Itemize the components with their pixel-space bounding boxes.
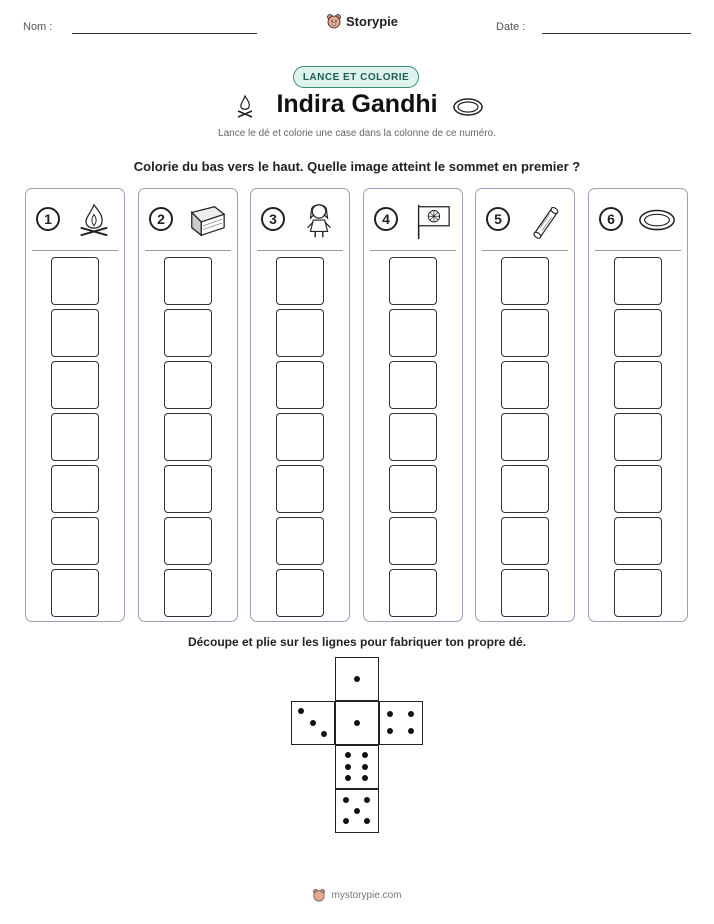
name-line[interactable] xyxy=(72,33,257,34)
color-cell[interactable] xyxy=(389,517,437,565)
dice-pip xyxy=(354,808,360,814)
dice-pip xyxy=(310,720,316,726)
color-cell[interactable] xyxy=(51,309,99,357)
color-cell[interactable] xyxy=(501,413,549,461)
dice-pip xyxy=(364,797,370,803)
color-cell[interactable] xyxy=(276,257,324,305)
column-divider xyxy=(32,250,118,251)
girl-doll-icon xyxy=(297,201,341,241)
column-number: 2 xyxy=(149,207,173,231)
campfire-icon xyxy=(72,201,116,241)
book-icon xyxy=(185,201,229,241)
title-campfire-icon xyxy=(235,93,255,119)
date-line[interactable] xyxy=(542,33,691,34)
color-cell[interactable] xyxy=(164,257,212,305)
color-cell[interactable] xyxy=(614,257,662,305)
color-cell[interactable] xyxy=(501,517,549,565)
dice-pip xyxy=(354,720,360,726)
color-cell[interactable] xyxy=(51,569,99,617)
color-cell[interactable] xyxy=(501,361,549,409)
column-1 xyxy=(25,188,125,622)
dice-face xyxy=(335,789,379,833)
column-divider xyxy=(145,250,231,251)
color-cell[interactable] xyxy=(389,465,437,513)
ring-icon xyxy=(635,201,679,241)
color-cell[interactable] xyxy=(276,465,324,513)
color-cell[interactable] xyxy=(501,309,549,357)
dice-pip xyxy=(408,711,414,717)
column-number: 4 xyxy=(374,207,398,231)
dice-pip xyxy=(345,764,351,770)
color-cell[interactable] xyxy=(276,517,324,565)
color-cell[interactable] xyxy=(614,309,662,357)
column-6 xyxy=(588,188,688,622)
footer xyxy=(0,888,714,902)
color-cell[interactable] xyxy=(501,569,549,617)
dice-pip xyxy=(343,797,349,803)
color-cell[interactable] xyxy=(389,569,437,617)
date-label: Date : xyxy=(496,21,526,33)
color-cell[interactable] xyxy=(501,465,549,513)
brand-logo xyxy=(326,13,398,29)
dice-face xyxy=(379,701,423,745)
dice-pip xyxy=(362,764,368,770)
column-divider xyxy=(595,250,681,251)
color-cell[interactable] xyxy=(389,257,437,305)
bear-logo-icon xyxy=(326,13,342,29)
brand-name: Storypie xyxy=(346,13,399,29)
color-cell[interactable] xyxy=(51,517,99,565)
color-cell[interactable] xyxy=(164,413,212,461)
color-cell[interactable] xyxy=(614,361,662,409)
color-cell[interactable] xyxy=(164,465,212,513)
column-number: 3 xyxy=(261,207,285,231)
color-cell[interactable] xyxy=(164,569,212,617)
color-cell[interactable] xyxy=(276,309,324,357)
column-divider xyxy=(370,250,456,251)
color-cell[interactable] xyxy=(51,257,99,305)
dice-pip xyxy=(343,818,349,824)
dice-pip xyxy=(408,728,414,734)
dice-pip xyxy=(362,775,368,781)
color-cell[interactable] xyxy=(614,569,662,617)
dice-pip xyxy=(321,731,327,737)
dice-pip xyxy=(354,676,360,682)
color-cell[interactable] xyxy=(614,413,662,461)
color-cell[interactable] xyxy=(389,309,437,357)
dice-instruction: Découpe et plie sur les lignes pour fabriquer ton propre dé. xyxy=(187,635,527,649)
color-cell[interactable] xyxy=(51,413,99,461)
title-text: Indira Gandhi xyxy=(276,90,438,118)
dice-pip xyxy=(387,711,393,717)
color-cell[interactable] xyxy=(276,569,324,617)
color-cell[interactable] xyxy=(389,413,437,461)
color-cell[interactable] xyxy=(614,517,662,565)
dice-pip xyxy=(364,818,370,824)
footer-url[interactable]: mystorypie.com xyxy=(331,889,402,901)
dice-face xyxy=(335,745,379,789)
column-divider xyxy=(482,250,568,251)
color-cell[interactable] xyxy=(276,361,324,409)
column-5 xyxy=(475,188,575,622)
dice-pip xyxy=(298,708,304,714)
dice-face xyxy=(335,657,379,701)
page-title xyxy=(0,90,714,119)
dice-pip xyxy=(345,752,351,758)
column-number: 5 xyxy=(486,207,510,231)
scroll-icon xyxy=(522,201,566,241)
color-cell[interactable] xyxy=(164,517,212,565)
flag-icon xyxy=(410,201,454,241)
footer-bear-icon xyxy=(312,888,326,902)
name-label: Nom : xyxy=(23,21,53,33)
dice-pip xyxy=(345,775,351,781)
dice-face xyxy=(291,701,335,745)
activity-badge: LANCE ET COLORIE xyxy=(293,66,419,88)
instruction: Colorie du bas vers le haut. Quelle image atteint le sommet en premier ? xyxy=(133,159,581,174)
color-cell[interactable] xyxy=(51,361,99,409)
column-4 xyxy=(363,188,463,622)
subtitle: Lance le dé et colorie une case dans la colonne de ce numéro. xyxy=(218,128,496,139)
dice-face xyxy=(335,701,379,745)
color-cell[interactable] xyxy=(164,361,212,409)
column-number: 1 xyxy=(36,207,60,231)
dice-pip xyxy=(387,728,393,734)
column-divider xyxy=(257,250,343,251)
color-cell[interactable] xyxy=(164,309,212,357)
column-3 xyxy=(250,188,350,622)
color-cell[interactable] xyxy=(501,257,549,305)
color-cell[interactable] xyxy=(51,465,99,513)
column-number: 6 xyxy=(599,207,623,231)
column-2 xyxy=(138,188,238,622)
dice-pip xyxy=(362,752,368,758)
color-cell[interactable] xyxy=(389,361,437,409)
color-cell[interactable] xyxy=(276,413,324,461)
color-cell[interactable] xyxy=(614,465,662,513)
title-ring-icon xyxy=(452,97,484,117)
